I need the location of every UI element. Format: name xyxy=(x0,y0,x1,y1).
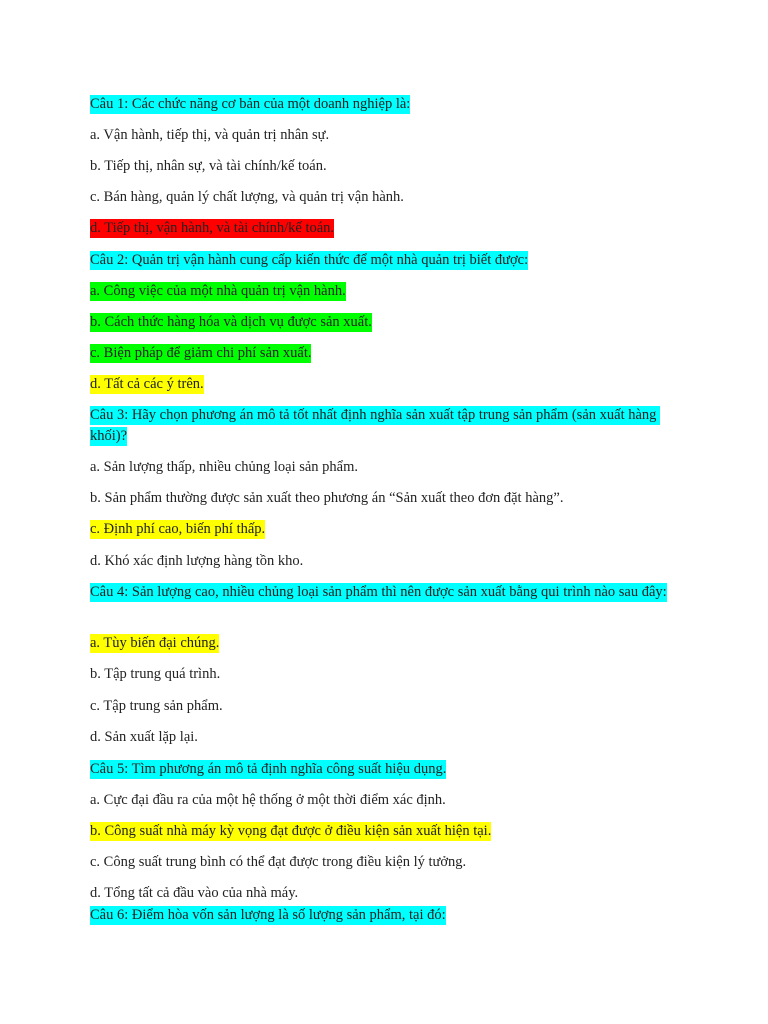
question-4: Câu 4: Sản lượng cao, nhiều chủng loại sản phẩm thì nên được sản xuất bằng qui trình nào sau đây: xyxy=(90,584,667,600)
answer-5c: c. Công suất trung bình có thể đạt được trong điều kiện lý tưởng. xyxy=(90,854,467,870)
answer-2c: c. Biện pháp để giảm chi phí sản xuất. xyxy=(90,345,312,361)
answer-1c: c. Bán hàng, quản lý chất lượng, và quản trị vận hành. xyxy=(90,189,404,205)
answer-3b: b. Sản phẩm thường được sản xuất theo phương án “Sản xuất theo đơn đặt hàng”. xyxy=(90,490,564,506)
answer-5b: b. Công suất nhà máy kỳ vọng đạt được ở điều kiện sản xuất hiện tại. xyxy=(90,823,492,839)
answer-4b: b. Tập trung quá trình. xyxy=(90,666,221,682)
answer-3a: a. Sản lượng thấp, nhiều chủng loại sản phẩm. xyxy=(90,459,359,475)
answer-4a: a. Tùy biến đại chúng. xyxy=(90,635,220,651)
answer-3d: d. Khó xác định lượng hàng tồn kho. xyxy=(90,553,304,569)
answer-3c: c. Định phí cao, biến phí thấp. xyxy=(90,521,266,537)
answer-4d: d. Sản xuất lặp lại. xyxy=(90,729,198,745)
answer-1a: a. Vận hành, tiếp thị, và quản trị nhân sự. xyxy=(90,127,330,143)
answer-2b: b. Cách thức hàng hóa và dịch vụ được sản xuất. xyxy=(90,314,372,330)
answer-1b: b. Tiếp thị, nhân sự, và tài chính/kế toán. xyxy=(90,158,327,174)
answer-1d: d. Tiếp thị, vận hành, và tài chính/kế toán. xyxy=(90,220,335,236)
question-1: Câu 1: Các chức năng cơ bản của một doanh nghiệp là: xyxy=(90,96,411,112)
answer-5d: d. Tổng tất cả đầu vào của nhà máy. xyxy=(90,885,299,901)
question-3: Câu 3: Hãy chọn phương án mô tả tốt nhất định nghĩa sản xuất tập trung sản phẩm (sản xuất hàng khối)? xyxy=(90,407,661,444)
answer-2d: d. Tất cả các ý trên. xyxy=(90,376,204,392)
answer-4c: c. Tập trung sản phẩm. xyxy=(90,698,223,714)
question-5: Câu 5: Tìm phương án mô tả định nghĩa công suất hiệu dụng. xyxy=(90,761,447,777)
question-6: Câu 6: Điểm hòa vốn sản lượng là số lượng sản phẩm, tại đó: xyxy=(90,907,446,923)
answer-2a: a. Công việc của một nhà quản trị vận hành. xyxy=(90,283,346,299)
answer-5a: a. Cực đại đầu ra của một hệ thống ở một thời điểm xác định. xyxy=(90,792,446,808)
question-2: Câu 2: Quản trị vận hành cung cấp kiến thức để một nhà quản trị biết được: xyxy=(90,252,529,268)
